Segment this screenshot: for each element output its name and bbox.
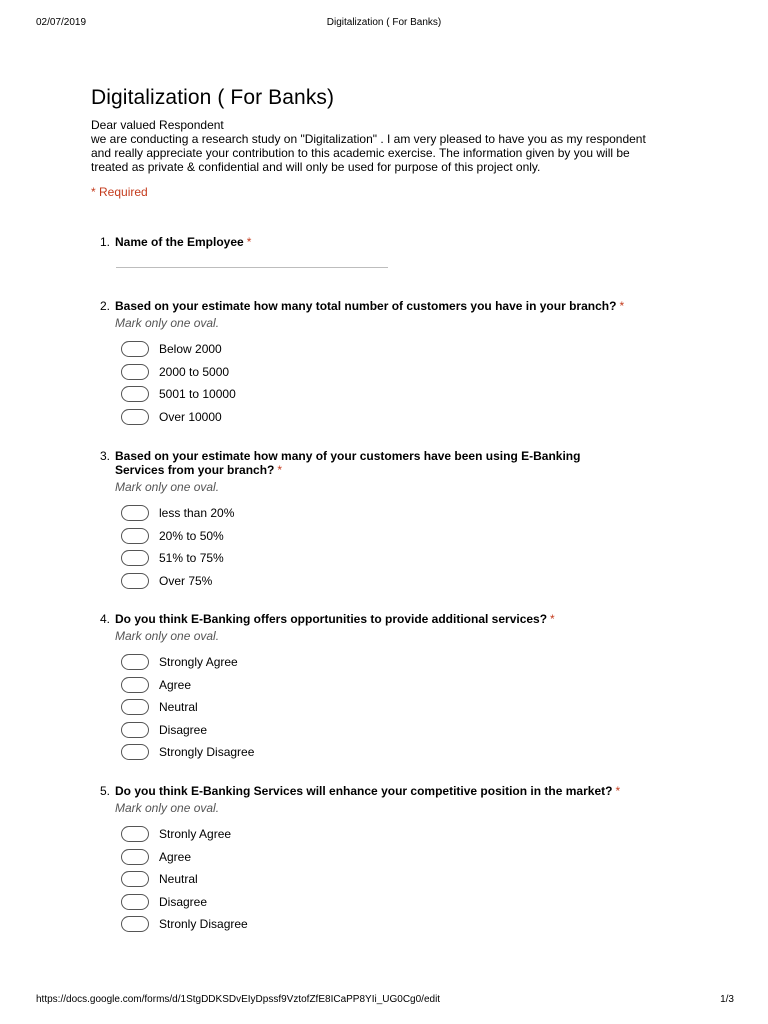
radio-oval[interactable] xyxy=(121,849,149,865)
question-5 xyxy=(100,784,660,936)
print-url: https://docs.google.com/forms/d/1StgDDKSDvEIyDpssf9VztofZfE8ICaPP8YIi_UG0Cg0/edit xyxy=(36,994,441,1005)
radio-oval[interactable] xyxy=(121,894,149,910)
print-header xyxy=(0,17,768,31)
radio-oval[interactable] xyxy=(121,916,149,932)
radio-oval[interactable] xyxy=(121,409,149,425)
option-label: Over 75% xyxy=(159,573,213,588)
option-label: 51% to 75% xyxy=(159,551,224,566)
option-item[interactable] xyxy=(121,719,660,742)
option-item[interactable] xyxy=(121,913,660,936)
required-star: * xyxy=(619,299,625,313)
option-label: 20% to 50% xyxy=(159,528,224,543)
option-label: Neutral xyxy=(159,700,198,715)
option-label: Over 10000 xyxy=(159,409,222,424)
option-list xyxy=(121,338,660,428)
option-item[interactable] xyxy=(121,525,660,548)
radio-oval[interactable] xyxy=(121,528,149,544)
radio-oval[interactable] xyxy=(121,871,149,887)
required-star: * xyxy=(550,612,555,626)
question-text: Do you think E-Banking offers opportunities to provide additional services? xyxy=(115,612,548,626)
required-star: * xyxy=(277,463,283,477)
radio-oval[interactable] xyxy=(121,744,149,760)
option-label: Neutral xyxy=(159,872,198,887)
option-item[interactable] xyxy=(121,361,660,384)
employee-name-input[interactable] xyxy=(116,267,388,268)
question-hint: Mark only one oval. xyxy=(115,629,220,643)
option-item[interactable] xyxy=(121,502,660,525)
option-label: Disagree xyxy=(159,722,208,737)
radio-oval[interactable] xyxy=(121,341,149,357)
intro-body: we are conducting a research study on "Digitalization" . I am very pleased to have you as my respondent and really appreciate your contribution to this academic exercise. The information given by you will be treated as private & confidential and will only be used for purpose of this project only. xyxy=(91,132,646,174)
radio-oval[interactable] xyxy=(121,677,149,693)
question-text: Do you think E-Banking Services will enhance your competitive position in the market? xyxy=(115,784,613,798)
print-page-number: 1/3 xyxy=(720,994,734,1005)
print-doc-title: Digitalization ( For Banks) xyxy=(326,17,442,28)
question-number: 4. xyxy=(100,612,111,626)
option-label: Stronly Disagree xyxy=(159,917,248,932)
question-title xyxy=(100,235,660,249)
radio-oval[interactable] xyxy=(121,573,149,589)
radio-oval[interactable] xyxy=(121,699,149,715)
question-title xyxy=(100,784,660,798)
question-title xyxy=(100,449,660,477)
option-item[interactable] xyxy=(121,651,660,674)
question-title xyxy=(100,612,660,626)
question-4 xyxy=(100,612,660,764)
form-description xyxy=(91,118,661,174)
option-list xyxy=(121,502,660,592)
option-item[interactable] xyxy=(121,868,660,891)
option-label: less than 20% xyxy=(159,506,235,521)
required-star: * xyxy=(246,235,252,249)
question-3 xyxy=(100,449,660,592)
radio-oval[interactable] xyxy=(121,826,149,842)
option-label: Agree xyxy=(159,849,192,864)
question-number: 1. xyxy=(100,235,111,249)
option-item[interactable] xyxy=(121,823,660,846)
radio-oval[interactable] xyxy=(121,654,149,670)
question-number: 3. xyxy=(100,449,111,463)
radio-oval[interactable] xyxy=(121,722,149,738)
question-number: 2. xyxy=(100,299,111,313)
option-item[interactable] xyxy=(121,406,660,429)
question-hint: Mark only one oval. xyxy=(115,801,220,815)
question-number: 5. xyxy=(100,784,111,798)
option-label: 5001 to 10000 xyxy=(159,387,236,402)
print-date: 02/07/2019 xyxy=(36,17,87,28)
question-title xyxy=(100,299,660,313)
question-hint: Mark only one oval. xyxy=(115,316,220,330)
question-text: Based on your estimate how many total number of customers you have in your branch? xyxy=(115,299,617,313)
option-label: Strongly Disagree xyxy=(159,745,255,760)
option-item[interactable] xyxy=(121,338,660,361)
option-item[interactable] xyxy=(121,570,660,593)
intro-greeting: Dear valued Respondent xyxy=(91,118,224,132)
question-text: Based on your estimate how many of your customers have been using E-Banking Services from your branch? xyxy=(115,449,581,477)
option-label: Agree xyxy=(159,677,192,692)
option-label: Strongly Agree xyxy=(159,655,238,670)
required-note: * Required xyxy=(91,185,148,199)
option-list xyxy=(121,651,660,764)
option-label: Stronly Agree xyxy=(159,827,232,842)
option-item[interactable] xyxy=(121,383,660,406)
radio-oval[interactable] xyxy=(121,364,149,380)
option-item[interactable] xyxy=(121,696,660,719)
required-star: * xyxy=(615,784,621,798)
question-hint: Mark only one oval. xyxy=(115,480,220,494)
radio-oval[interactable] xyxy=(121,550,149,566)
option-list xyxy=(121,823,660,936)
option-item[interactable] xyxy=(121,674,660,697)
option-item[interactable] xyxy=(121,891,660,914)
option-item[interactable] xyxy=(121,846,660,869)
option-item[interactable] xyxy=(121,741,660,764)
form-title: Digitalization ( For Banks) xyxy=(91,86,335,109)
print-footer xyxy=(0,994,768,1008)
radio-oval[interactable] xyxy=(121,505,149,521)
option-item[interactable] xyxy=(121,547,660,570)
radio-oval[interactable] xyxy=(121,386,149,402)
question-2 xyxy=(100,299,660,428)
option-label: Below 2000 xyxy=(159,342,222,357)
question-text: Name of the Employee xyxy=(115,235,244,249)
option-label: Disagree xyxy=(159,894,208,909)
question-1 xyxy=(100,235,660,268)
option-label: 2000 to 5000 xyxy=(159,364,230,379)
